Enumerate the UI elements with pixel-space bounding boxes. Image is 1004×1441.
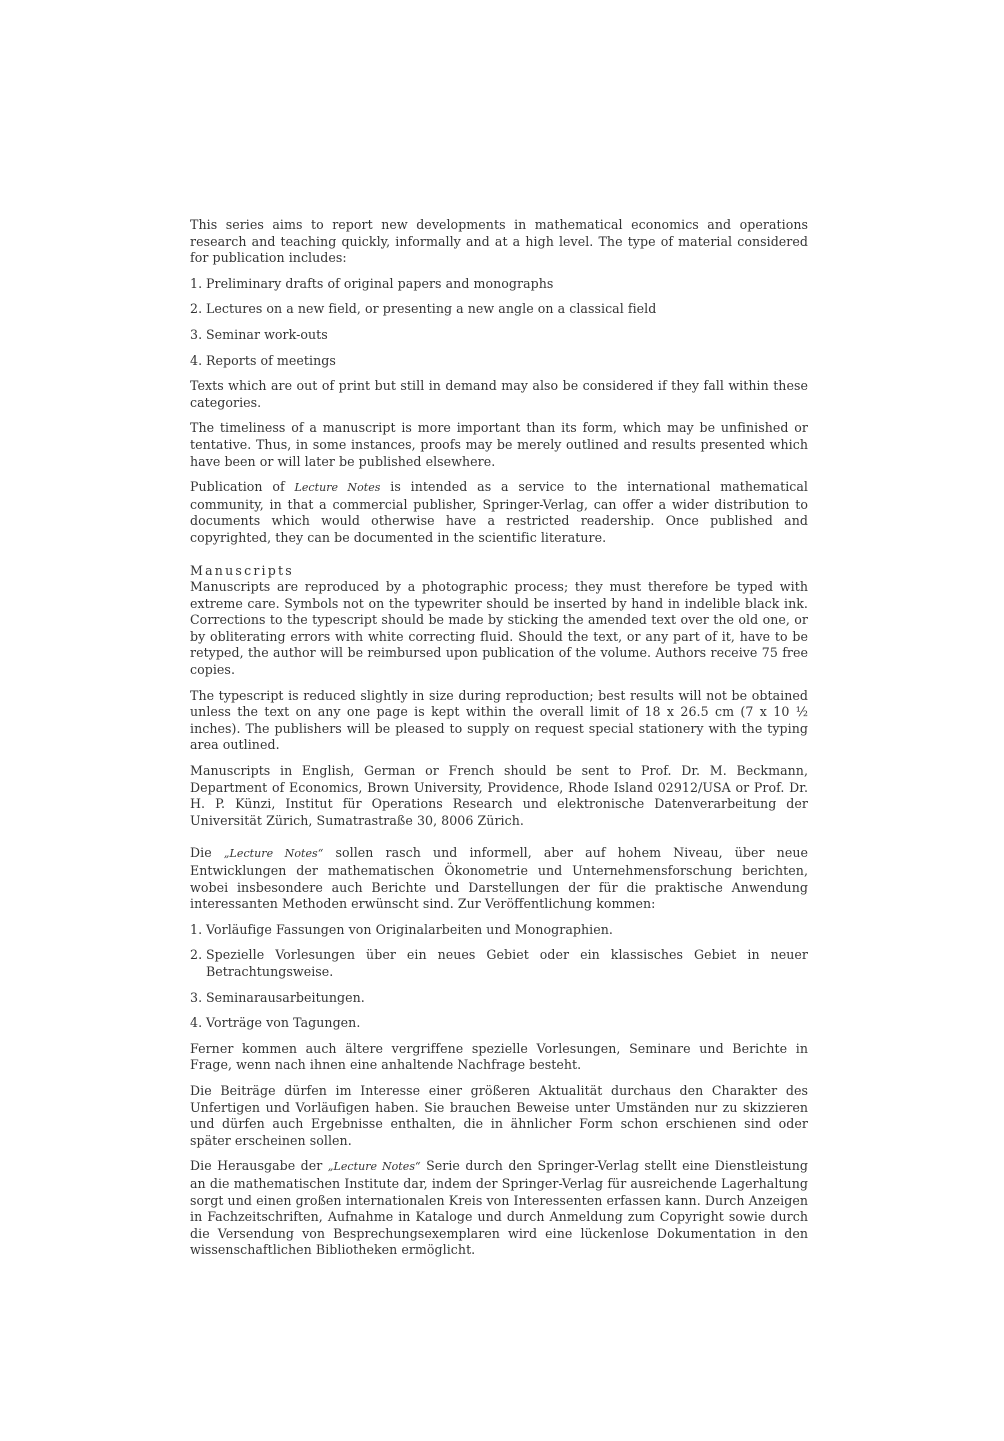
- list-item-number: 1.: [190, 921, 203, 937]
- list-item: [190, 276, 808, 293]
- list-item: [190, 922, 808, 939]
- publication-text-start: Publication of: [190, 479, 295, 495]
- timeliness-paragraph: The timeliness of a manuscript is more important than its form, which may be unfinished or tentative. Thus, in some instances, proofs may be merely outlined and results presented which have been or will later be published elsewhere.: [190, 420, 808, 469]
- list-item-number: 4.: [190, 352, 203, 368]
- list-item: [190, 947, 808, 980]
- ferner-paragraph: Ferner kommen auch ältere vergriffene spezielle Vorlesungen, Seminare und Berichte in Frage, wenn nach ihnen eine anhaltende Nachfrage besteht.: [190, 1040, 808, 1073]
- lecture-notes-title-german: „Lecture Notes“: [223, 847, 324, 861]
- list-item-text: Vorläufige Fassungen von Originalarbeiten und Monographien.: [206, 921, 613, 937]
- list-item-number: 3.: [190, 989, 203, 1005]
- english-material-list: [190, 276, 808, 369]
- list-item-text: Spezielle Vorlesungen über ein neues Gebiet oder ein klassisches Gebiet in neuer Betrachtungsweise.: [206, 947, 808, 979]
- herausgabe-text-start: Die Herausgabe der: [190, 1158, 328, 1174]
- list-item-text: Lectures on a new field, or presenting a new angle on a classical field: [206, 301, 657, 317]
- german-intro-end: sollen rasch und informell, aber auf hohem Niveau, über neue Entwicklungen der mathematischen Ökonometrie und Unternehmensforschung berichten, wobei insbesondere auch Berichte und Darstellungen der für die praktische Anwendung interessanten Methoden erwünscht sind. Zur Veröffentlichung kommen:: [190, 845, 808, 912]
- list-item: [190, 353, 808, 370]
- list-item-number: 4.: [190, 1015, 203, 1031]
- list-item: [190, 990, 808, 1007]
- list-item: [190, 301, 808, 318]
- beitraege-paragraph: Die Beiträge dürfen im Interesse einer größeren Aktualität durchaus den Charakter des Unfertigen und Vorläufigen haben. Sie brauchen Beweise unter Umständen nur zu skizzieren und dürfen auch Ergebnisse enthalten, die in ähnlicher Form schon erschienen sind oder später erscheinen sollen.: [190, 1082, 808, 1148]
- herausgabe-text-end: Serie durch den Springer-Verlag stellt eine Dienstleistung an die mathematischen Institute dar, indem der Springer-Verlag für ausreichende Lagerhaltung sorgt und einen großen internationalen Kreis von Interessenten erfassen kann. Durch Anzeigen in Fachzeitschriften, Aufnahme in Kataloge und durch Anmeldung zum Copyright sowie durch die Versendung von Besprechungsexemplaren wird eine lückenlose Dokumentation in den wissenschaftlichen Bibliotheken ermöglicht.: [190, 1158, 809, 1258]
- list-item-number: 2.: [190, 947, 203, 963]
- lecture-notes-title: Lecture Notes: [294, 481, 381, 495]
- list-item: [190, 1015, 808, 1032]
- list-item-number: 2.: [190, 301, 203, 317]
- list-item-number: 1.: [190, 275, 203, 291]
- out-of-print-paragraph: Texts which are out of print but still in demand may also be considered if they fall within these categories.: [190, 378, 808, 410]
- list-item-text: Vorträge von Tagungen.: [206, 1015, 361, 1031]
- manuscripts-paragraph: Manuscripts are reproduced by a photographic process; they must therefore be typed with extreme care. Symbols not on the typewriter should be inserted by hand in indelible black ink. Corrections to the typescript should be made by sticking the amended text over the old one, or by obliterating errors with white correcting fluid. Should the text, or any part of it, have to be retyped, the author will be reimbursed upon publication of the volume. Authors receive 75 free copies.: [190, 579, 808, 678]
- list-item-text: Seminarausarbeitungen.: [206, 989, 365, 1005]
- publication-text-end: is intended as a service to the international mathematical community, in that a commercial publisher, Springer-Verlag, can offer a wider distribution to documents which would otherwise have a restricted readership. Once published and copyrighted, they can be documented in the scientific literature.: [190, 479, 809, 545]
- list-item-text: Preliminary drafts of original papers and monographs: [206, 275, 554, 291]
- publication-paragraph: [190, 479, 808, 546]
- herausgabe-paragraph: [190, 1158, 808, 1259]
- german-intro-start: Die: [190, 845, 224, 861]
- send-to-paragraph: Manuscripts in English, German or French should be sent to Prof. Dr. M. Beckmann, Department of Economics, Brown University, Providence, Rhode Island 02912/USA or Prof. Dr. H. P. Künzi, Institut für Operations Research und elektronische Datenverarbeitung der Universität Zürich, Sumatrastraße 30, 8006 Zürich.: [190, 763, 808, 828]
- manuscripts-heading: Manuscripts: [190, 562, 294, 578]
- list-item-number: 3.: [190, 326, 203, 342]
- german-intro-paragraph: [190, 845, 808, 912]
- series-description-page: [190, 217, 808, 1268]
- typescript-paragraph: The typescript is reduced slightly in size during reproduction; best results will not be obtained unless the text on any one page is kept within the overall limit of 18 x 26.5 cm (7 x 10 ½ inches). The publishers will be pleased to supply on request special stationery with the typing area outlined.: [190, 687, 808, 753]
- list-item: [190, 327, 808, 344]
- english-intro-paragraph: This series aims to report new developments in mathematical economics and operations research and teaching quickly, informally and at a high level. The type of material considered for publication includes:: [190, 217, 808, 266]
- lecture-notes-title-german-2: „Lecture Notes“: [327, 1160, 421, 1174]
- list-item-text: Reports of meetings: [206, 352, 336, 368]
- german-material-list: [190, 922, 808, 1032]
- list-item-text: Seminar work-outs: [206, 326, 328, 342]
